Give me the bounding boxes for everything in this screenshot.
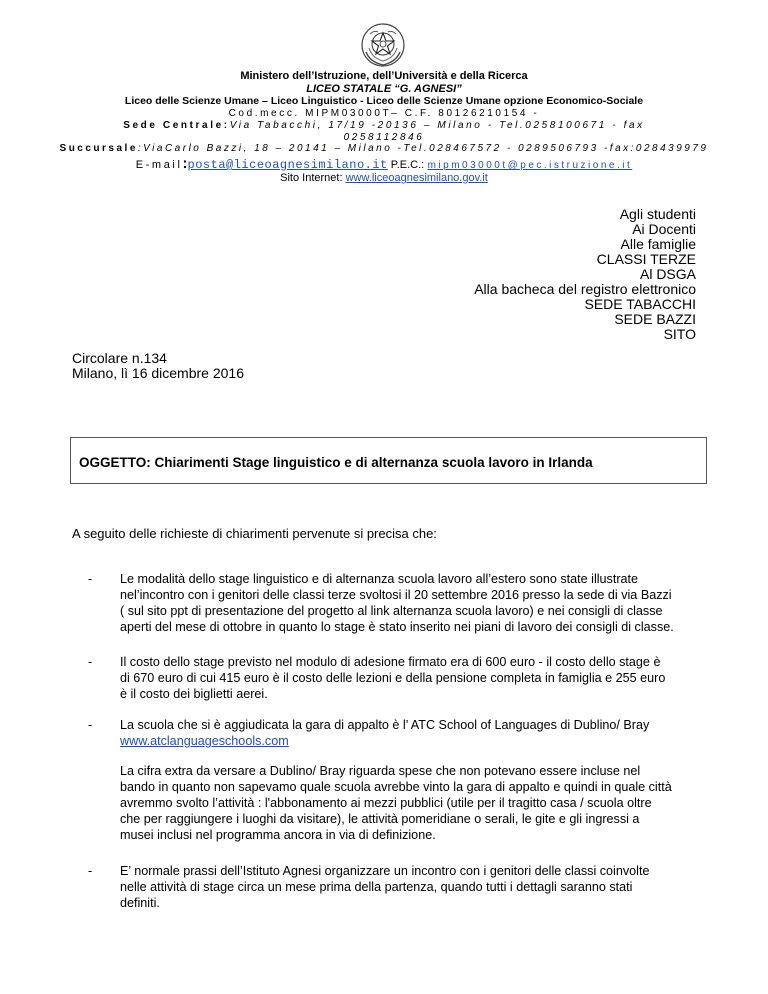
text-line: nel’incontro con i genitori delle classi terze svoltosi il 20 settembre 2016 presso la sede di via Bazzi (120, 588, 672, 602)
contacts-line (0, 156, 768, 173)
email-colon: : (182, 155, 188, 172)
recipient: Alla bacheca del registro elettronico (474, 281, 696, 297)
recipient: Agli studenti (619, 206, 696, 222)
website-link[interactable]: www.liceoagnesimilano.gov.it (345, 172, 488, 184)
recipient: Al DSGA (639, 266, 696, 282)
list-item-text (120, 571, 720, 635)
main-site-fax: 0258112846 (343, 132, 425, 143)
email-label: E-mail (135, 159, 183, 171)
circular-number: Circolare n.134 (72, 350, 167, 366)
pec-label: P.E.C.: (387, 159, 425, 171)
ministry-name: Ministero dell’Istruzione, dell’Università e della Ricerca (240, 70, 528, 82)
list-item-text (120, 717, 720, 843)
circular-info (72, 351, 244, 381)
main-site-address-text: Via Tabacchi, 17/19 -20136 – Milano - Tel.0258100671 - fax (229, 120, 645, 131)
branch-site-label: Succursale (59, 143, 138, 154)
branch-site-address (0, 143, 768, 155)
website-line (0, 172, 768, 184)
text-line: musei inclusi nel programma ancora in via di definizione. (120, 828, 436, 842)
recipient: Ai Docenti (632, 221, 696, 237)
text-line: bando in quanto non sapevamo quale scuola avrebbe vinto la gara di appalto e quindi in quale città (120, 780, 672, 794)
subject-box (70, 437, 707, 484)
pec-link[interactable]: mipm03000t@pec.istruzione.it (427, 160, 633, 171)
branch-site-address-text: :ViaCarlo Bazzi, 18 – 20141 – Milano -Tel.028467572 - 0289506793 -fax:028439979 (137, 143, 709, 154)
recipient: CLASSI TERZE (596, 251, 696, 267)
text-line: Il costo dello stage previsto nel modulo di adesione firmato era di 600 euro - il costo dello stage è (120, 655, 661, 669)
school-programs: Liceo delle Scienze Umane – Liceo Linguistico - Liceo delle Scienze Umane opzione Economico-Sociale (124, 95, 644, 107)
recipients-list (474, 207, 696, 342)
circular-date: Milano, lì 16 dicembre 2016 (72, 365, 244, 381)
main-site-address (0, 120, 768, 132)
email-link[interactable]: posta@liceoagnesimilano.it (187, 158, 388, 172)
main-site-label: Sede Centrale: (123, 120, 230, 131)
list-dash: - (88, 572, 93, 586)
school-codes: Cod.mecc. MIPM03000T– C.F. 80126210154 - (228, 108, 540, 119)
intro-text: A seguito delle richieste di chiarimenti pervenute si precisa che: (72, 526, 437, 541)
recipient: SITO (663, 326, 696, 342)
text-line: Le modalità dello stage linguistico e di alternanza scuola lavoro all’estero sono state illustrate (120, 572, 639, 586)
website-label: Sito Internet: (280, 172, 346, 184)
text-line: definiti. (120, 896, 160, 910)
text-line: di 670 euro di cui 415 euro è il costo delle lezioni e della pensione completa in famiglia e 255 euro (120, 671, 666, 685)
text-line: La scuola che si è aggiudicata la gara di appalto è l’ ATC School of Languages di Dublino/ Bray (120, 718, 650, 732)
recipient: SEDE BAZZI (614, 311, 696, 327)
list-item-text (120, 654, 720, 702)
italian-republic-emblem-icon (360, 22, 406, 68)
list-dash: - (88, 655, 93, 669)
list-item-text (120, 863, 720, 911)
list-dash: - (88, 864, 93, 878)
recipient: Alle famiglie (620, 236, 696, 252)
school-website-link[interactable]: www.atclanguageschools.com (120, 734, 289, 748)
text-line: aperti del mese di ottobre in quanto lo stage è stato inserito nei piani di lavoro dei consigli di classe. (120, 620, 674, 634)
text-line: che per raggiungere i luoghi da visitare), le attività pomeridiane o serali, le gite e gli ingressi a (120, 812, 640, 826)
school-name: LICEO STATALE “G. AGNESI” (306, 83, 462, 95)
list-dash: - (88, 718, 93, 732)
subject-text: OGGETTO: Chiarimenti Stage linguistico e di alternanza scuola lavoro in Irlanda (79, 455, 593, 470)
text-line: nelle attività di stage circa un mese prima della partenza, quando tutti i dettagli saranno stati (120, 880, 633, 894)
text-line: La cifra extra da versare a Dublino/ Bray riguarda spese che non potevano essere incluse nel (120, 764, 641, 778)
text-line: avremmo svolto l’attività : l'abbonamento ai mezzi pubblici (utile per il tragitto casa / scuola oltre (120, 796, 652, 810)
recipient: SEDE TABACCHI (584, 296, 696, 312)
text-line: E’ normale prassi dell’Istituto Agnesi organizzare un incontro con i genitori delle classi coinvolte (120, 864, 650, 878)
text-line: ( sul sito ppt di presentazione del progetto al link alternanza scuola lavoro) e nei consigli di classe (120, 604, 663, 618)
text-line: è il costo dei biglietti aerei. (120, 687, 268, 701)
